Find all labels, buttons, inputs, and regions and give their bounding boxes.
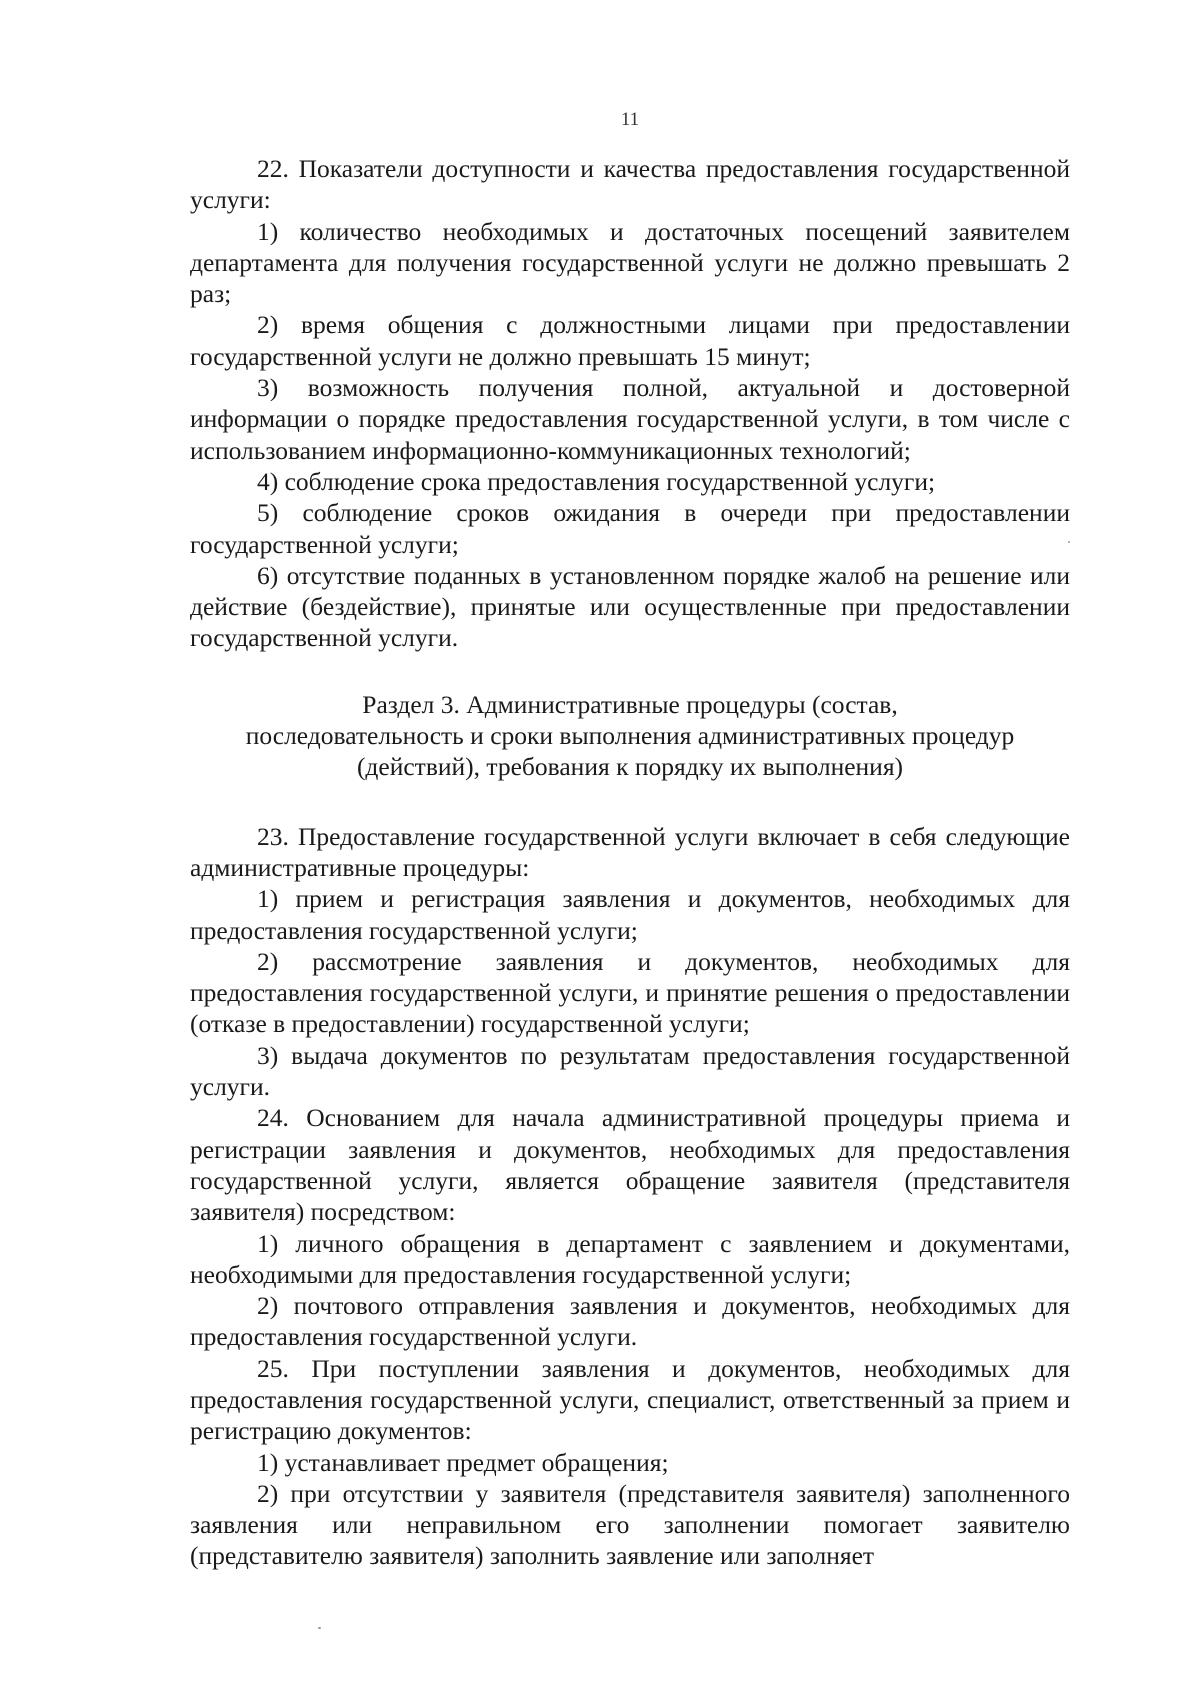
paragraph-22-item-4: 4) соблюдение срока предоставления государственной услуги; [257,466,936,496]
paragraph-22-item-5: 5) соблюдение сроков ожидания в очереди при предоставлении государственной услуги; [190,498,1070,559]
paragraph-24: 24. Основанием для начала административной процедуры приема и регистрации заявления и документов, необходимых для предоставления государственной услуги, является обращение заявителя (представителя заявителя) посредством: [190,1103,1070,1227]
scan-speck [1068,541,1070,543]
paragraph-23-item-2: 2) рассмотрение заявления и документов, необходимых для предоставления государственной услуги, и принятие решения о предоставлении (отказе в предоставлении) государственной услуги; [190,946,1070,1039]
paragraph-22-item-3: 3) возможность получения полной, актуальной и достоверной информации о порядке предоставления государственной услуги, в том числе с использованием информационно-коммуникационных технологий; [190,373,1070,465]
paragraph-24-item-2: 2) почтового отправления заявления и документов, необходимых для предоставления государственной услуги. [190,1291,1070,1352]
section-a-paragraphs [190,153,1070,654]
section-3-heading [190,689,1070,783]
document-body [190,153,1070,1572]
section-b-paragraphs [190,821,1070,1572]
paragraph-22-item-1: 1) количество необходимых и достаточных посещений заявителем департамента для получения государственной услуги не должно превышать 2 раз; [190,216,1070,309]
heading-line-3: (действий), требования к порядку их выполнения) [356,752,904,782]
paragraph-25: 25. При поступлении заявления и документов, необходимых для предоставления государственной услуги, специалист, ответственный за прием и регистрацию документов: [190,1353,1070,1446]
page-number: 11 [620,109,640,130]
scan-speck [318,1627,321,1629]
paragraph-23: 23. Предоставление государственной услуги включает в себя следующие административные процедуры: [190,821,1070,882]
paragraph-22: 22. Показатели доступности и качества предоставления государственной услуги: [190,154,1070,215]
paragraph-23-item-1: 1) прием и регистрация заявления и документов, необходимых для предоставления государственной услуги; [190,884,1070,945]
paragraph-23-item-3: 3) выдача документов по результатам предоставления государственной услуги. [190,1040,1070,1102]
heading-line-2: последовательность и сроки выполнения административных процедур [245,721,1015,751]
paragraph-24-item-1: 1) личного обращения в департамент с заявлением и документами, необходимыми для предоставления государственной услуги; [190,1228,1070,1289]
paragraph-25-item-1: 1) устанавливает предмет обращения; [257,1447,669,1477]
paragraph-22-item-6: 6) отсутствие поданных в установленном порядке жалоб на решение или действие (бездействие), принятые или осуществленные при предоставлении государственной услуги. [190,560,1070,653]
paragraph-22-item-2: 2) время общения с должностными лицами при предоставлении государственной услуги не должно превышать 15 минут; [190,310,1070,371]
paragraph-25-item-2: 2) при отсутствии у заявителя (представителя заявителя) заполненного заявления или неправильном его заполнении помогает заявителю (представителю заявителя) заполнить заявление или заполняет [190,1478,1070,1571]
heading-line-1: Раздел 3. Административные процедуры (состав, [362,689,898,719]
